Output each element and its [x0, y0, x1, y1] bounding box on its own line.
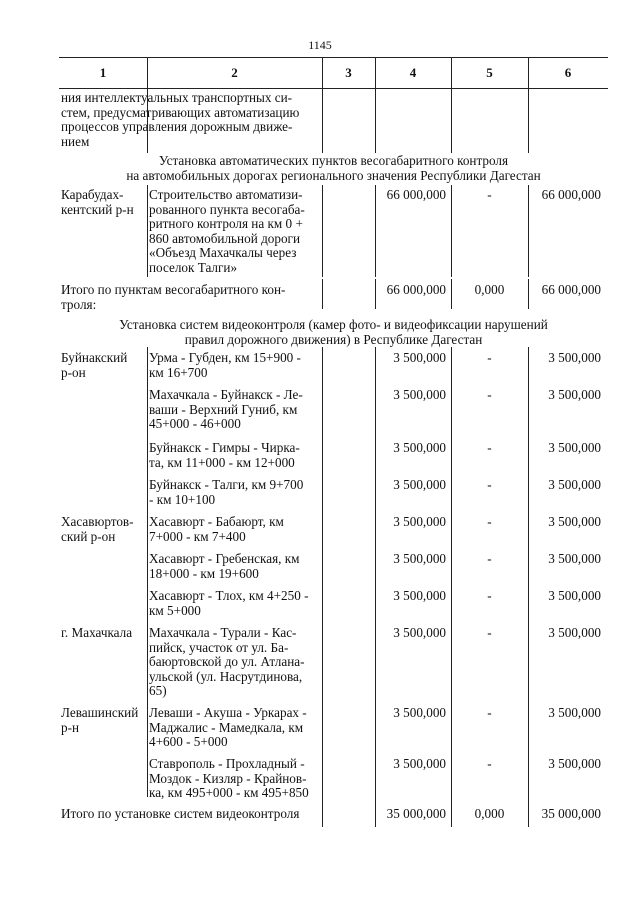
- district-cell: Карабудах- кентский р-н: [61, 187, 134, 217]
- total-amount: 0,000: [474, 282, 505, 297]
- amount-cell: 66 000,000: [541, 187, 601, 202]
- district-cell: Буйнакский р-он: [61, 350, 128, 380]
- object-cell: Хасавюрт - Бабаюрт, км 7+000 - км 7+400: [149, 514, 284, 544]
- amount-cell: -: [487, 551, 492, 566]
- amount-cell: -: [487, 625, 492, 640]
- amount-cell: 3 500,000: [548, 350, 601, 365]
- amount-cell: 3 500,000: [548, 387, 601, 402]
- col-header-4: 4: [409, 65, 417, 80]
- total-amount: 66 000,000: [386, 282, 446, 297]
- amount-cell: -: [487, 187, 492, 202]
- amount-cell: -: [487, 387, 492, 402]
- district-cell: Левашинский р-н: [61, 705, 139, 735]
- amount-cell: -: [487, 705, 492, 720]
- total-amount: 66 000,000: [541, 282, 601, 297]
- amount-cell: -: [487, 477, 492, 492]
- amount-cell: 3 500,000: [548, 756, 601, 771]
- district-cell: Хасавюртов- ский р-он: [61, 514, 134, 544]
- amount-cell: 3 500,000: [393, 551, 446, 566]
- object-cell: Хасавюрт - Гребенская, км 18+000 - км 19+600: [149, 551, 300, 581]
- col-header-1: 1: [99, 65, 107, 80]
- amount-cell: 3 500,000: [548, 440, 601, 455]
- amount-cell: 66 000,000: [386, 187, 446, 202]
- amount-cell: 3 500,000: [393, 625, 446, 640]
- amount-cell: -: [487, 756, 492, 771]
- amount-cell: 3 500,000: [393, 350, 446, 365]
- header-bottom-rule: [59, 88, 608, 89]
- amount-cell: 3 500,000: [548, 477, 601, 492]
- col-divider: [528, 347, 529, 827]
- amount-cell: -: [487, 588, 492, 603]
- continued-text: ния интеллектуальных транспортных си- стем, предусматривающих автоматизацию процессов управления дорожным движе- нием: [61, 90, 300, 149]
- col-divider: [451, 347, 452, 827]
- object-cell: Махачкала - Турали - Кас- пийск, участок от ул. Ба- баюртовской до ул. Атлана- ульской (ул. Насрутдинова, 65): [149, 625, 305, 699]
- total-label: Итого по установке систем видеоконтроля: [61, 806, 300, 821]
- object-cell: Хасавюрт - Тлох, км 4+250 - км 5+000: [149, 588, 309, 618]
- amount-cell: -: [487, 350, 492, 365]
- page-number: 1145: [308, 38, 332, 52]
- total-amount: 35 000,000: [541, 806, 601, 821]
- col-divider: [322, 185, 323, 277]
- col-header-2: 2: [231, 65, 238, 80]
- col-divider: [147, 185, 148, 277]
- col-header-6: 6: [564, 65, 572, 80]
- object-cell: Строительство автоматизи- рованного пункта весогаба- ритного контроля на км 0 + 860 автомобильной дороги «Объезд Махачкалы через поселок Талги»: [149, 187, 305, 275]
- col-header-5: 5: [486, 65, 493, 80]
- district-cell: г. Махачкала: [61, 625, 133, 640]
- amount-cell: 3 500,000: [393, 705, 446, 720]
- col-header-3: 3: [345, 65, 352, 80]
- object-cell: Ставрополь - Прохладный - Моздок - Кизляр - Крайнов- ка, км 495+000 - км 495+850: [149, 756, 309, 801]
- table-top-rule: [59, 57, 608, 58]
- object-cell: Махачкала - Буйнакск - Ле- ваши - Верхний Гуниб, км 45+000 - 46+000: [149, 387, 303, 432]
- amount-cell: 3 500,000: [548, 625, 601, 640]
- total-amount: 0,000: [474, 806, 505, 821]
- amount-cell: 3 500,000: [393, 756, 446, 771]
- amount-cell: 3 500,000: [548, 588, 601, 603]
- amount-cell: 3 500,000: [548, 705, 601, 720]
- section-title-weight-control: Установка автоматических пунктов весогабаритного контроля на автомобильных дорогах регионального значения Республики Дагестан: [126, 153, 541, 183]
- amount-cell: -: [487, 514, 492, 529]
- section-title-video-control: Установка систем видеоконтроля (камер фото- и видеофиксации нарушений правил дорожного движения) в Республике Дагестан: [119, 317, 548, 347]
- amount-cell: -: [487, 440, 492, 455]
- amount-cell: 3 500,000: [393, 387, 446, 402]
- amount-cell: 3 500,000: [393, 514, 446, 529]
- total-amount: 35 000,000: [386, 806, 446, 821]
- object-cell: Буйнакск - Гимры - Чирка- та, км 11+000 - км 12+000: [149, 440, 300, 470]
- object-cell: Леваши - Акуша - Уркарах - Маджалис - Мамедкала, км 4+600 - 5+000: [149, 705, 307, 750]
- amount-cell: 3 500,000: [393, 477, 446, 492]
- amount-cell: 3 500,000: [548, 551, 601, 566]
- total-label: Итого по пунктам весогабаритного кон- троля:: [61, 282, 286, 312]
- col-divider: [147, 347, 148, 797]
- amount-cell: 3 500,000: [393, 440, 446, 455]
- object-cell: Урма - Губден, км 15+900 - км 16+700: [149, 350, 301, 380]
- object-cell: Буйнакск - Талги, км 9+700 - км 10+100: [149, 477, 304, 507]
- col-divider: [322, 347, 323, 827]
- amount-cell: 3 500,000: [548, 514, 601, 529]
- budget-table: [59, 57, 608, 827]
- amount-cell: 3 500,000: [393, 588, 446, 603]
- col-divider: [375, 347, 376, 827]
